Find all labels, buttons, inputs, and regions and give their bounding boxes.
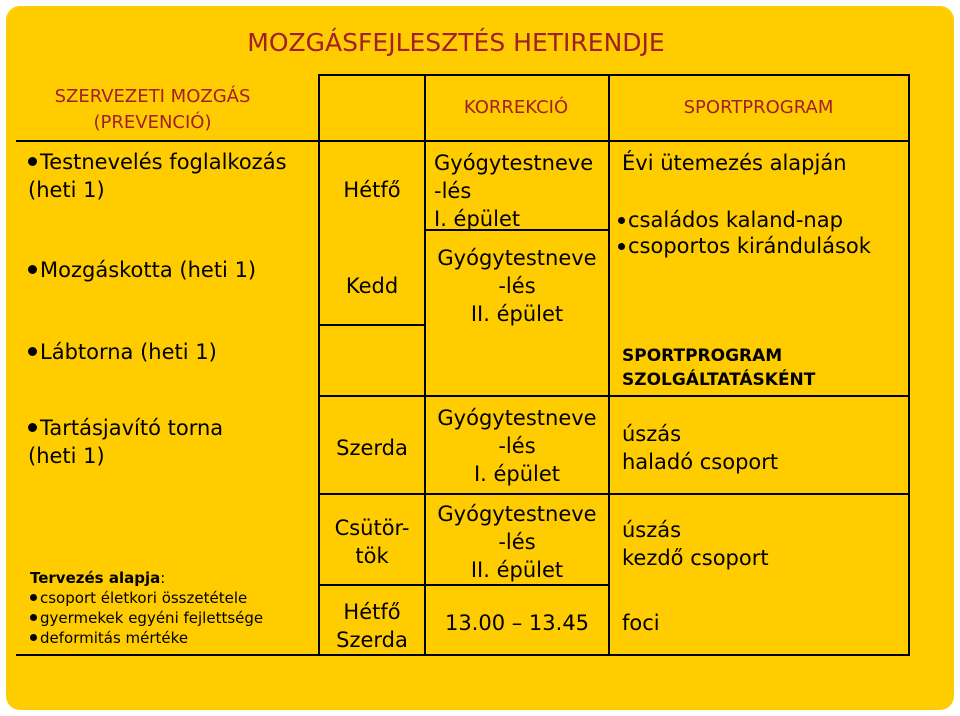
bullet-icon [28,157,37,166]
planning-block: Tervezés alapja: csoport életkori összetétele gyermekek egyéni fejlettsége deformitás mértéke [30,569,264,647]
grid-line-v3 [608,74,610,656]
day-csutortok: Csütör- tök [334,516,410,568]
bullet-icon [28,423,37,432]
time-slot: 13.00 – 13.45 [444,611,590,635]
foci: foci [622,611,660,635]
planning-label: Tervezés alapja [30,569,161,587]
col1-header-line2: (PREVENCIÓ) [93,112,212,133]
bullet-icon [30,594,37,601]
grid-line-row5 [424,584,608,586]
page-title: MOZGÁSFEJLESZTÉS HETIRENDJE [247,28,665,57]
list-item: Lábtorna (heti 1) [28,338,217,366]
swim-advanced: úszás haladó csoport [622,422,779,474]
day-hetfo-szerda: Hétfő Szerda [336,600,408,652]
list-item: Mozgáskotta (heti 1) [28,256,256,284]
day-szerda: Szerda [336,436,408,460]
korrekcio-row1: Gyógytestneve -lés I. épület [434,151,594,231]
list-item: Tartásjavító torna (heti 1) [28,416,224,468]
slide [6,6,954,710]
grid-line-kedd-bottom [318,324,424,326]
grid-line-header [16,140,910,142]
bullet-icon [30,634,37,641]
korrekcio-row4: Gyógytestneve -lés II. épület [437,502,597,582]
col1-header [20,84,285,136]
col3-header: KORREKCIÓ [463,97,569,118]
bullet-icon [28,347,37,356]
bullet-icon [28,265,37,274]
grid-line-top [318,74,910,76]
korrekcio-row2: Gyógytestneve -lés II. épület [437,246,597,326]
grid-line-csutortok-bottom [318,584,424,586]
swim-beginner: úszás kezdő csoport [622,518,769,570]
col4-header: SPORTPROGRAM [683,97,834,118]
korrekcio-row3: Gyógytestneve -lés I. épület [437,406,597,486]
bullet-icon [618,217,625,224]
list-item: Testnevelés foglalkozás (heti 1) [28,150,287,202]
day-hetfo: Hétfő [343,178,401,202]
sport-items: családos kaland-nap csoportos kirándulások [618,206,871,260]
grid-line-bottom [16,654,910,656]
grid-line-v4 [908,74,910,656]
col1-header-line1: SZERVEZETI MOZGÁS [54,86,251,107]
yearly-schedule: Évi ütemezés alapján [622,151,847,175]
bullet-icon [618,243,625,250]
grid-line-row4 [318,493,910,495]
day-kedd: Kedd [345,274,399,298]
sport-service: SPORTPROGRAM SZOLGÁLTATÁSKÉNT [622,346,816,390]
grid-line-row3 [318,395,910,397]
bullet-icon [30,614,37,621]
